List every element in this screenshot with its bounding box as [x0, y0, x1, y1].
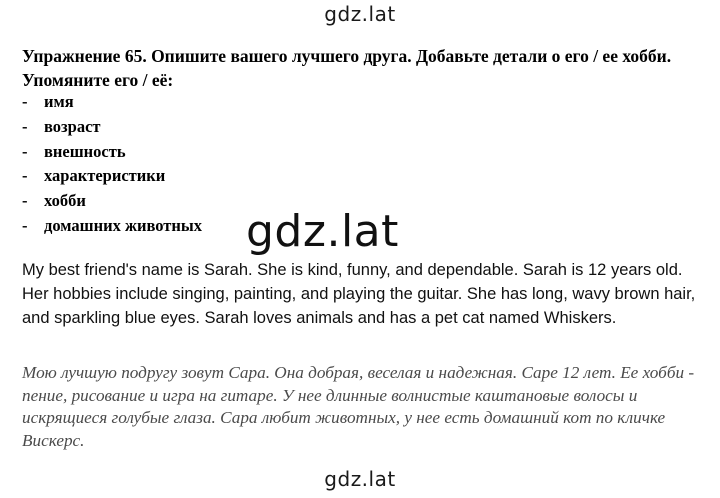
list-item-label: характеристики — [44, 166, 166, 186]
list-item — [22, 90, 202, 115]
list-dash: - — [22, 166, 28, 186]
list-dash: - — [22, 141, 28, 161]
list-dash: - — [22, 92, 28, 111]
list-item-label: имя — [44, 92, 74, 111]
list-dash: - — [22, 116, 28, 136]
list-item-label: возраст — [44, 116, 101, 136]
exercise-prompt: Упражнение 65. Опишите вашего лучшего друга. Добавьте детали о его / ее хобби. Упомяните его / её: — [22, 46, 672, 90]
list-item — [22, 115, 202, 140]
list-item — [22, 189, 202, 214]
english-answer: My best friend's name is Sarah. She is kind, funny, and dependable. Sarah is 12 years old. Her hobbies include singing, painting, and playing the guitar. She has long, wavy brown hair, and sparkling blue eyes. Sarah loves animals and has a pet cat named Whiskers. — [22, 261, 696, 328]
watermark-middle: gdz.lat — [246, 206, 399, 257]
list-dash: - — [22, 215, 28, 235]
list-item — [22, 164, 202, 189]
requirements-list — [22, 90, 202, 239]
watermark-bottom: gdz.lat — [324, 467, 396, 491]
list-item-label: домашних животных — [44, 215, 203, 235]
russian-translation: Мою лучшую подругу зовут Сара. Она добрая, веселая и надежная. Саре 12 лет. Ее хобби - пение, рисование и игра на гитаре. У нее длинные волнистые каштановые волосы и искрящиеся голубые глаза. Сара любит животных, у нее есть домашний кот по кличке Вискерс. — [22, 363, 695, 450]
list-item-label: хобби — [44, 191, 86, 211]
list-item — [22, 140, 202, 165]
watermark-top: gdz.lat — [324, 2, 396, 26]
list-item — [22, 214, 202, 239]
list-item-label: внешность — [44, 141, 126, 161]
list-dash: - — [22, 191, 28, 211]
